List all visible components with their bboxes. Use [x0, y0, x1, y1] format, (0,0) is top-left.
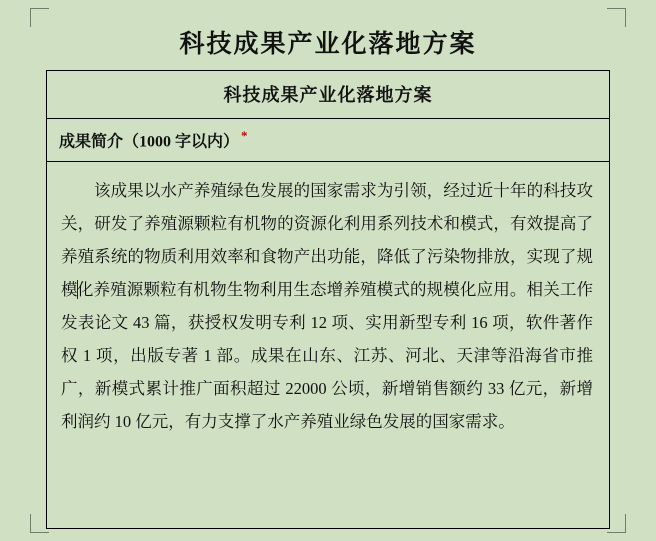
table-header-row: 科技成果产业化落地方案 [47, 71, 609, 119]
page-title: 科技成果产业化落地方案 [179, 31, 477, 58]
table-bottom-border [46, 528, 610, 529]
body-paragraph-part1: 该成果以水产养殖绿色发展的国家需求为引领，经过近十年的科技攻关，研发了养殖源颗粒有机物的资源化利用系列技术和模式，有效提高了养殖系统的物质利用效率和食物产出功能，降低了污染物排放，实现了规模 [61, 181, 593, 300]
required-marker: * [241, 128, 248, 143]
table-left-border [46, 70, 47, 528]
section-label-row [47, 119, 609, 162]
body-paragraph-part2: 化养殖源颗粒有机物生物利用生态增养殖模式的规模化应用。相关工作发表论文 43 篇，获授权发明专利 12 项、实用新型专利 16 项，软件著作权 1 项，出版专著 1 部。成果在山东、江苏、河北、天津等沿海省市推广，新模式累计推广面积超过 22000 公顷，新增销售额约 33 亿元，新增利润约 10 亿元，有力支撑了水产养殖业绿色发展的国家需求。 [61, 280, 593, 432]
section-label-text: 成果简介（1000 字以内） [59, 133, 240, 151]
body-paragraph[interactable] [61, 174, 593, 438]
table-right-border [609, 70, 610, 528]
section-body-row[interactable] [47, 162, 609, 452]
form-table [46, 70, 610, 452]
